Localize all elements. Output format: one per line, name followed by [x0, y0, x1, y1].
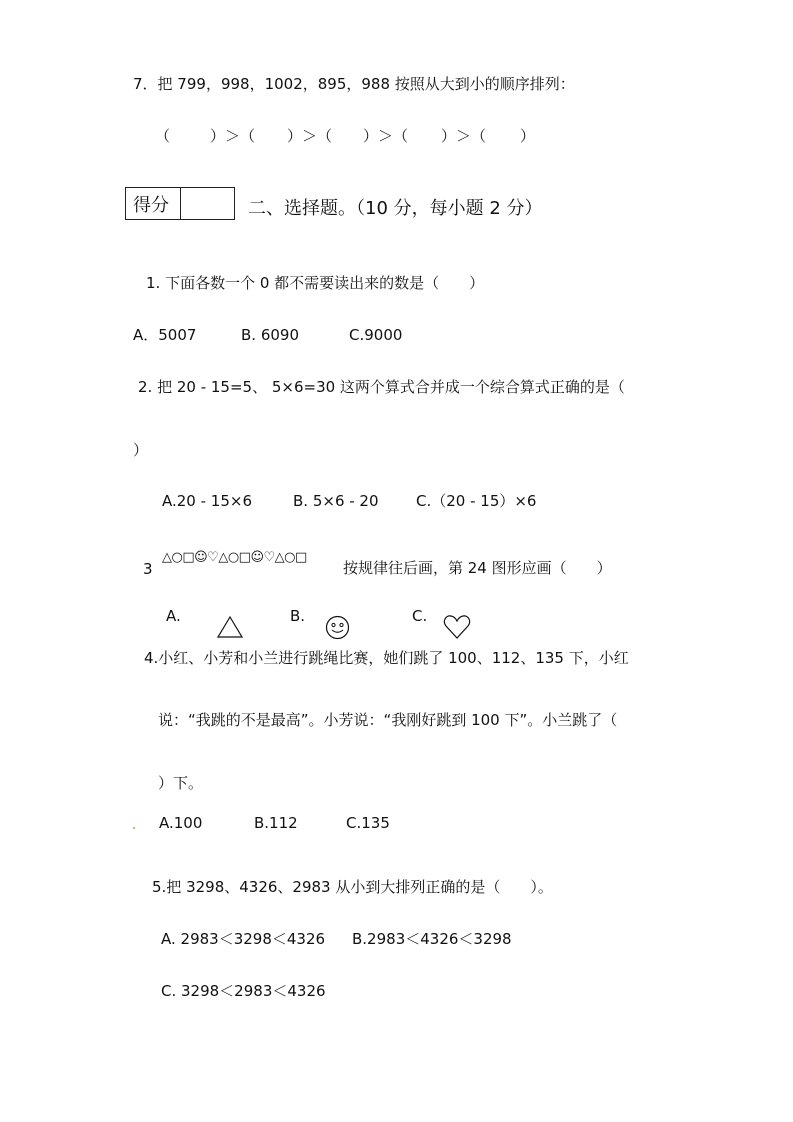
q3-text: 按规律往后画，第 24 图形应画（ ） — [343, 559, 612, 577]
q3-pattern: △○□☺♡△○□☺♡△○□ — [162, 550, 307, 565]
q2-text: 2. 把 20 - 15=5、 5×6=30 这两个算式合并成一个综合算式正确的是（ — [138, 378, 625, 396]
q1-option-c: C.9000 — [349, 326, 403, 344]
q2-option-c: C.（20 - 15）×6 — [416, 492, 537, 510]
q4-line2: 说：“我跳的不是最高”。小芳说：“我刚好跳到 100 下”。小兰跳了（ — [158, 711, 618, 729]
q4-option-c: C.135 — [346, 814, 390, 832]
q5-text: 5.把 3298、4326、2983 从小到大排列正确的是（ ）。 — [152, 878, 553, 896]
score-label: 得分 — [126, 188, 181, 219]
score-box — [125, 187, 235, 220]
q1-option-a: A．5007 — [133, 326, 197, 344]
q7-blank-0: （ — [155, 127, 171, 145]
smiley-icon — [324, 615, 351, 640]
q2-option-b: B. 5×6 - 20 — [293, 492, 379, 510]
q3-option-a: A. — [166, 607, 181, 625]
q7-blank-5: ） — [520, 127, 536, 145]
heart-icon — [443, 614, 471, 640]
q3-number: 3 — [143, 560, 153, 578]
q7-blank-3: ）＞（ — [363, 127, 409, 145]
q5-option-c: C. 3298＜2983＜4326 — [161, 982, 326, 1000]
q4-line3: ）下。 — [158, 774, 204, 792]
q5-option-a: A. 2983＜3298＜4326 — [161, 930, 326, 948]
q3-option-c: C. — [412, 607, 428, 625]
q3-option-b: B. — [290, 607, 306, 625]
q7-text: 7．把 799，998，1002，895，988 按照从大到小的顺序排列： — [133, 75, 575, 93]
q7-blank-4: ）＞（ — [441, 127, 487, 145]
q4-option-b: B.112 — [254, 814, 298, 832]
q4-line1: 4.小红、小芳和小兰进行跳绳比赛，她们跳了 100、112、135 下，小红 — [144, 649, 629, 667]
q2-option-a: A.20 - 15×6 — [162, 492, 252, 510]
q1-option-b: B. 6090 — [241, 326, 300, 344]
section-title: 二、选择题。（10 分，每小题 2 分） — [248, 198, 543, 219]
q5-option-b: B.2983＜4326＜3298 — [352, 930, 512, 948]
q4-option-a: A.100 — [159, 814, 203, 832]
q7-blank-1: ）＞（ — [210, 127, 256, 145]
triangle-icon — [216, 615, 244, 639]
q2-text-cont: ） — [133, 441, 149, 459]
q1-text: 1. 下面各数一个 0 都不需要读出来的数是（ ） — [146, 274, 485, 292]
stray-mark — [133, 827, 135, 829]
q7-blank-2: ）＞（ — [287, 127, 333, 145]
score-field[interactable] — [181, 188, 234, 219]
